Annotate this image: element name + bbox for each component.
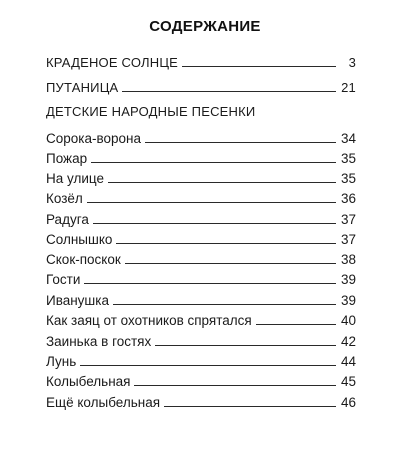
toc-leader-line [80, 365, 336, 366]
toc-entry [46, 50, 356, 70]
toc-entry [46, 349, 356, 369]
toc-entry [46, 186, 356, 206]
toc-entry-page: 3 [348, 55, 356, 70]
toc-entry-page: 39 [340, 272, 356, 287]
toc-entry-label: Гости [46, 272, 81, 287]
toc-entry-label: Лунь [46, 354, 77, 369]
toc-entry-label: Ещё колыбельная [46, 395, 161, 410]
toc-leader-line [84, 283, 336, 284]
toc-leader-line [122, 91, 336, 92]
toc-entry-page: 45 [340, 374, 356, 389]
toc-entry [46, 207, 356, 227]
toc-leader-line [125, 263, 336, 264]
toc-entry-label: Солнышко [46, 232, 113, 247]
toc-entry [46, 126, 356, 146]
toc-entry-page: 34 [340, 131, 356, 146]
toc-leader-line [134, 385, 336, 386]
toc-leader-line [108, 182, 336, 183]
toc-entry [46, 308, 356, 328]
toc-entry-label: На улице [46, 171, 104, 186]
toc-entry-page: 37 [340, 232, 356, 247]
toc-leader-line [113, 304, 336, 305]
toc-entry-label: Пожар [46, 151, 88, 166]
toc-entry [46, 146, 356, 166]
toc-entry-label: Иванушка [46, 293, 109, 308]
toc-entry [46, 227, 356, 247]
toc-entry [46, 166, 356, 186]
toc-entry [46, 288, 356, 308]
toc-entry-page: 35 [340, 151, 356, 166]
toc-entry [46, 390, 356, 410]
toc-entry-page: 44 [340, 354, 356, 369]
toc-entry-page: 39 [340, 293, 356, 308]
toc-entry-label: КРАДЕНОЕ СОЛНЦЕ [46, 55, 179, 70]
toc-leader-line [145, 142, 336, 143]
toc-entry [46, 247, 356, 267]
toc-leader-line [93, 223, 336, 224]
section-heading: ДЕТСКИЕ НАРОДНЫЕ ПЕСЕНКИ [46, 104, 256, 119]
toc-entry-label: Сорока-ворона [46, 131, 141, 146]
toc-entry [46, 369, 356, 389]
toc-entry-label: ПУТАНИЦА [46, 80, 119, 95]
toc-entry-label: Заинька в гостях [46, 334, 152, 349]
toc-entry-page: 36 [340, 191, 356, 206]
toc-leader-line [182, 66, 336, 67]
page-title: СОДЕРЖАНИЕ [149, 18, 261, 35]
toc-entry [46, 329, 356, 349]
toc-entry-page: 38 [340, 252, 356, 267]
toc-entry [46, 267, 356, 287]
toc-entry-label: Радуга [46, 212, 89, 227]
toc-entry-page: 40 [340, 313, 356, 328]
toc-entry-page: 21 [341, 80, 356, 95]
toc-entry-label: Колыбельная [46, 374, 131, 389]
toc-entry-label: Скок-поскок [46, 252, 121, 267]
toc-entry-page: 42 [340, 334, 356, 349]
toc-leader-line [87, 202, 336, 203]
toc-leader-line [116, 243, 336, 244]
toc-entry-label: Как заяц от охотников спрятался [46, 313, 252, 328]
toc-entry-page: 46 [340, 395, 356, 410]
toc-entry-page: 35 [340, 171, 356, 186]
toc-leader-line [155, 345, 336, 346]
toc-entry-page: 37 [340, 212, 356, 227]
toc-leader-line [164, 406, 336, 407]
toc-leader-line [91, 162, 336, 163]
toc-entry-label: Козёл [46, 191, 83, 206]
toc-entry [46, 75, 356, 95]
toc-leader-line [256, 324, 336, 325]
